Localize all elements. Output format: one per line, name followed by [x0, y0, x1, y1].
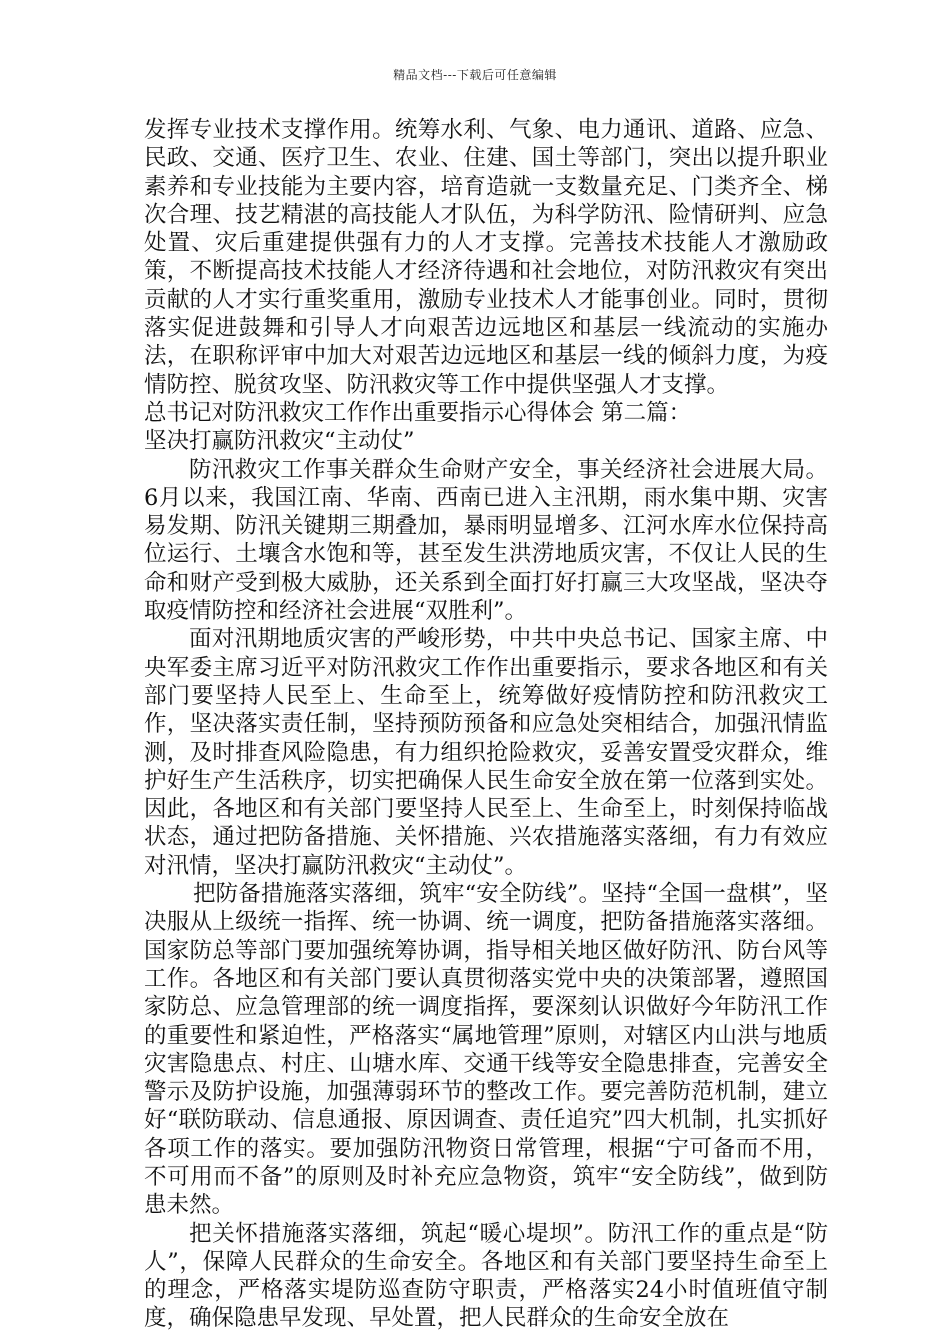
paragraph: 防汛救灾工作事关群众生命财产安全，事关经济社会进展大局。6月以来，我国江南、华南、西南已进入主汛期，雨水集中期、灾害易发期、防汛关键期三期叠加，暴雨明显增多、江河水库水位保持高位运行、土壤含水饱和等，甚至发生洪涝地质灾害，不仅让人民的生命和财产受到极大威胁，还关系到全面打好打赢三大攻坚战，坚决夺取疫情防控和经济社会进展“双胜利”。: [144, 456, 828, 625]
paragraph: 把防备措施落实落细，筑牢“安全防线”。坚持“全国一盘棋”，坚决服从上级统一指挥、统一协调、统一调度，把防备措施落实落细。国家防总等部门要加强统筹协调，指导相关地区做好防汛、防台风等工作。各地区和有关部门要认真贯彻落实党中央的决策部署，遵照国家防总、应急管理部的统一调度指挥，要深刻认识做好今年防汛工作的重要性和紧迫性，严格落实“属地管理”原则，对辖区内山洪与地质灾害隐患点、村庄、山塘水库、交通干线等安全隐患排查，完善安全警示及防护设施，加强薄弱环节的整改工作。要完善防范机制，建立好“联防联动、信息通报、原因调查、责任追究”四大机制，扎实抓好各项工作的落实。要加强防汛物资日常管理，根据“宁可备而不用，不可用而不备”的原则及时补充应急物资，筑牢“安全防线”，做到防患未然。: [144, 881, 828, 1219]
document-body: [144, 116, 828, 1333]
paragraph: 面对汛期地质灾害的严峻形势，中共中央总书记、国家主席、中央军委主席习近平对防汛救灾工作作出重要指示，要求各地区和有关部门要坚持人民至上、生命至上，统筹做好疫情防控和防汛救灾工作，坚决落实责任制，坚持预防预备和应急处突相结合，加强汛情监测，及时排查风险隐患，有力组织抢险救灾，妥善安置受灾群众，维护好生产生活秩序，切实把确保人民生命安全放在第一位落到实处。因此，各地区和有关部门要坚持人民至上、生命至上，时刻保持临战状态，通过把防备措施、关怀措施、兴农措施落实落细，有力有效应对汛情，坚决打赢防汛救灾“主动仗”。: [144, 626, 828, 879]
page-header: 精品文档---下载后可任意编辑: [393, 68, 557, 82]
paragraph: 把关怀措施落实落细，筑起“暖心堤坝”。防汛工作的重点是“防人”，保障人民群众的生命安全。各地区和有关部门要坚持生命至上的理念，严格落实堤防巡查防守职责，严格落实24小时值班值守制度，确保隐患早发现、早处置，把人民群众的生命安全放在: [144, 1220, 828, 1332]
article-title: 坚决打赢防汛救灾“主动仗”: [144, 428, 415, 455]
section-heading: 总书记对防汛救灾工作作出重要指示心得体会 第二篇：: [144, 399, 692, 426]
paragraph: 发挥专业技术支撑作用。统筹水利、气象、电力通讯、道路、应急、民政、交通、医疗卫生、农业、住建、国土等部门，突出以提升职业素养和专业技能为主要内容，培育造就一支数量充足、门类齐全、梯次合理、技艺精湛的高技能人才队伍，为科学防汛、险情研判、应急处置、灾后重建提供强有力的人才支撑。完善技术技能人才激励政策，不断提高技术技能人才经济待遇和社会地位，对防汛救灾有突出贡献的人才实行重奖重用，激励专业技术人才能事创业。同时，贯彻落实促进鼓舞和引导人才向艰苦边远地区和基层一线流动的实施办法，在职称评审中加大对艰苦边远地区和基层一线的倾斜力度，为疫情防控、脱贫攻坚、防汛救灾等工作中提供坚强人才支撑。: [144, 117, 828, 398]
